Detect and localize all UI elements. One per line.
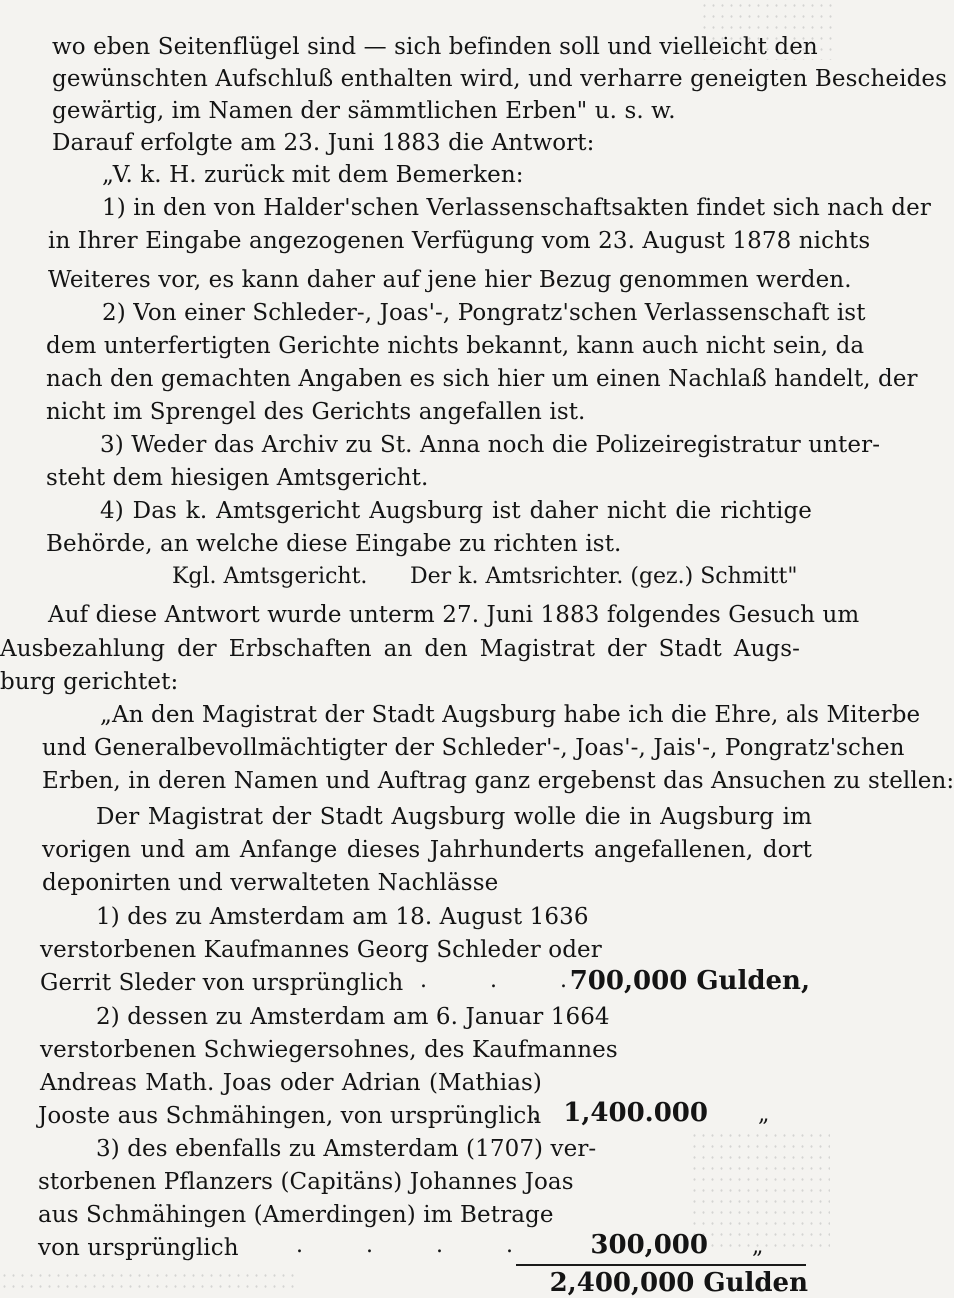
text-line: Auf diese Antwort wurde unterm 27. Juni 1883 folgendes Gesuch um (48, 602, 860, 628)
amount-2: 1,400.000 (563, 1098, 708, 1128)
estate-line: storbenen Pflanzers (Capitäns) Johannes Joas (38, 1169, 574, 1195)
text-line: 2) Von einer Schleder-, Joas'-, Pongratz'schen Verlassenschaft ist (102, 300, 866, 326)
ditto-mark: „ (758, 1102, 770, 1127)
text-line: Weiteres vor, es kann daher auf jene hier Bezug genommen werden. (48, 267, 852, 293)
text-line: „An den Magistrat der Stadt Augsburg habe ich die Ehre, als Miterbe (100, 702, 921, 728)
leader-dots: . . . . (296, 1233, 541, 1258)
text-line: gewärtig, im Namen der sämmtlichen Erben" u. s. w. (52, 98, 676, 124)
estate-line: Gerrit Sleder von ursprünglich (40, 970, 404, 996)
text-line: Erben, in deren Namen und Auftrag ganz ergebenst das Ansuchen zu stellen: (42, 768, 954, 794)
text-line: „V. k. H. zurück mit dem Bemerken: (102, 162, 524, 188)
text-line: Der Magistrat der Stadt Augsburg wolle die in Augsburg im (96, 804, 812, 830)
text-line: 4) Das k. Amtsgericht Augsburg ist daher nicht die richtige (100, 498, 812, 524)
amount-1: 700,000 Gulden, (569, 966, 810, 996)
sum-rule (516, 1264, 806, 1266)
text-line: in Ihrer Eingabe angezogenen Verfügung vom 23. August 1878 nichts (48, 228, 871, 254)
scan-noise (0, 1270, 300, 1296)
text-line: vorigen und am Anfange dieses Jahrhunderts angefallenen, dort (42, 837, 812, 863)
estate-line: 3) des ebenfalls zu Amsterdam (1707) ver- (96, 1136, 597, 1162)
ditto-mark: „ (752, 1234, 764, 1259)
estate-line: verstorbenen Kaufmannes Georg Schleder oder (40, 937, 602, 963)
text-line: wo eben Seitenflügel sind — sich befinden soll und vielleicht den (52, 34, 818, 60)
text-line: dem unterfertigten Gerichte nichts bekannt, kann auch nicht sein, da (46, 333, 865, 359)
amount-3: 300,000 (590, 1230, 708, 1260)
text-line: burg gerichtet: (0, 669, 179, 695)
estate-line: Jooste aus Schmähingen, von ursprünglich (38, 1103, 542, 1129)
text-line: deponirten und verwalteten Nachlässe (42, 870, 499, 896)
leader-dots: . (532, 1101, 567, 1126)
text-line: und Generalbevollmächtigter der Schleder'-, Joas'-, Jais'-, Pongratz'schen (42, 735, 905, 761)
text-line: steht dem hiesigen Amtsgericht. (46, 465, 429, 491)
text-line: Behörde, an welche diese Eingabe zu richten ist. (46, 531, 622, 557)
estate-line: 2) dessen zu Amsterdam am 6. Januar 1664 (96, 1004, 610, 1030)
signature-court: Kgl. Amtsgericht. (172, 564, 368, 589)
text-line: nicht im Sprengel des Gerichts angefallen ist. (46, 399, 586, 425)
estate-line: von ursprünglich (38, 1235, 239, 1261)
text-line: Ausbezahlung der Erbschaften an den Magistrat der Stadt Augs- (0, 636, 800, 662)
estate-line: verstorbenen Schwiegersohnes, des Kaufmannes (40, 1037, 618, 1063)
amount-total: 2,400,000 Gulden (549, 1268, 808, 1298)
text-line: 3) Weder das Archiv zu St. Anna noch die Polizeiregistratur unter- (100, 432, 881, 458)
estate-line: Andreas Math. Joas oder Adrian (Mathias) (40, 1070, 542, 1096)
signature-judge: Der k. Amtsrichter. (gez.) Schmitt" (410, 564, 798, 589)
estate-line: aus Schmähingen (Amerdingen) im Betrage (38, 1202, 554, 1228)
estate-line: 1) des zu Amsterdam am 18. August 1636 (96, 904, 589, 930)
leader-dots: . . . (420, 968, 595, 993)
text-line: gewünschten Aufschluß enthalten wird, und verharre geneigten Bescheides (52, 66, 948, 92)
text-line: nach den gemachten Angaben es sich hier um einen Nachlaß handelt, der (46, 366, 918, 392)
text-line: 1) in den von Halder'schen Verlassenschaftsakten findet sich nach der (102, 195, 931, 221)
text-line: Darauf erfolgte am 23. Juni 1883 die Antwort: (52, 130, 595, 156)
